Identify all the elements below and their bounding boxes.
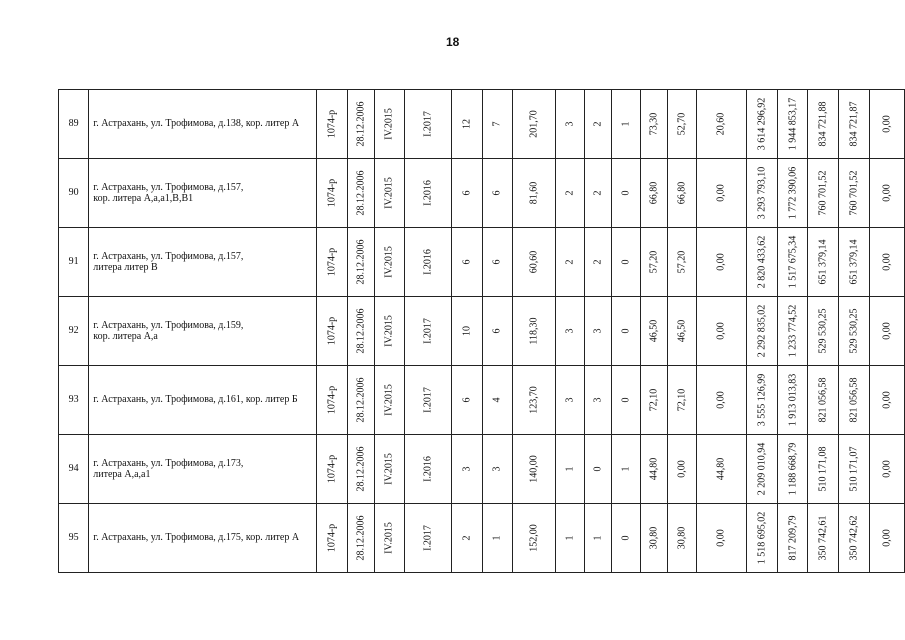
cell-end [405, 159, 451, 228]
cell-s3 [839, 228, 870, 297]
cell-decree [316, 297, 347, 366]
cell-value: 1 [619, 121, 631, 127]
cell-s_total [746, 90, 777, 159]
cell-value: 28.12.2006 [354, 515, 366, 561]
cell-value: 6 [491, 190, 503, 196]
cell-a2 [667, 228, 696, 297]
address-line: кор. литера А,а,а1,В,В1 [93, 193, 194, 204]
address-cell [89, 90, 316, 159]
cell-c5 [611, 228, 640, 297]
cell-date [347, 504, 374, 573]
cell-value: IV.2015 [383, 177, 395, 209]
cell-value: 510 171,07 [848, 446, 860, 492]
cell-s_total [746, 228, 777, 297]
cell-value: 28.12.2006 [354, 239, 366, 285]
cell-c4 [584, 366, 611, 435]
cell-value: 0 [592, 466, 603, 472]
address-line: г. Астрахань, ул. Трофимова, д.138, кор. литер А [93, 118, 300, 130]
cell-value: 1 772 390,06 [786, 166, 798, 220]
cell-value: 0,00 [881, 391, 893, 409]
cell-value: 1 233 774,52 [786, 304, 798, 358]
cell-s4 [870, 297, 905, 366]
cell-value: 529 530,25 [848, 308, 860, 354]
address-line: г. Астрахань, ул. Трофимова, д.157, [93, 250, 244, 262]
cell-c3 [555, 159, 584, 228]
cell-c2 [482, 228, 513, 297]
cell-value: 2 [592, 259, 603, 265]
address-line: литера литер В [93, 262, 158, 273]
cell-s2 [808, 366, 839, 435]
cell-area [513, 297, 555, 366]
cell-c5 [611, 159, 640, 228]
cell-value: 0,00 [715, 391, 727, 409]
cell-start [374, 297, 405, 366]
cell-value: 12 [460, 119, 472, 129]
row-number: 93 [59, 366, 89, 435]
cell-value: 66,80 [675, 181, 687, 205]
cell-c2 [482, 159, 513, 228]
cell-s4 [870, 435, 905, 504]
cell-value: 28.12.2006 [354, 377, 366, 423]
cell-c3 [555, 435, 584, 504]
cell-value: 821 056,58 [848, 377, 860, 423]
cell-value: 760 701,52 [817, 170, 829, 216]
cell-value: 3 614 296,92 [755, 97, 767, 151]
cell-area [513, 90, 555, 159]
cell-c4 [584, 228, 611, 297]
cell-value: 6 [460, 259, 472, 265]
cell-value: 2 209 010,94 [755, 442, 767, 496]
cell-value: 1 517 675,34 [786, 235, 798, 289]
cell-value: 651 379,14 [817, 239, 829, 285]
cell-c1 [451, 159, 482, 228]
cell-a3 [696, 228, 746, 297]
page-number: 18 [446, 35, 460, 49]
cell-value: 0 [619, 535, 631, 541]
cell-s4 [870, 366, 905, 435]
cell-value: IV.2015 [383, 522, 395, 554]
cell-value: 0,00 [715, 529, 727, 547]
cell-decree [316, 90, 347, 159]
cell-s3 [839, 366, 870, 435]
cell-c2 [482, 366, 513, 435]
cell-value: 2 [460, 535, 472, 541]
cell-value: 201,70 [528, 110, 540, 138]
cell-value: 1 [564, 466, 576, 472]
cell-c1 [451, 228, 482, 297]
address-line: г. Астрахань, ул. Трофимова, д.173, [93, 457, 244, 469]
cell-value: 1074-р [325, 385, 337, 415]
cell-a2 [667, 297, 696, 366]
cell-value: 140,00 [528, 455, 540, 483]
address-line: г. Астрахань, ул. Трофимова, д.175, кор. литер А [93, 532, 300, 544]
row-number: 92 [59, 297, 89, 366]
cell-value: 44,80 [715, 457, 727, 481]
cell-value: 2 [564, 190, 576, 196]
cell-s_total [746, 504, 777, 573]
cell-value: 118,30 [528, 317, 540, 345]
cell-c3 [555, 90, 584, 159]
cell-a1 [640, 90, 667, 159]
cell-value: 3 [564, 397, 576, 403]
cell-value: IV.2015 [383, 453, 395, 485]
cell-start [374, 159, 405, 228]
cell-value: 0 [619, 397, 631, 403]
cell-c1 [451, 297, 482, 366]
cell-value: 821 056,58 [817, 377, 829, 423]
cell-area [513, 504, 555, 573]
cell-s1 [777, 297, 808, 366]
cell-c4 [584, 90, 611, 159]
cell-c2 [482, 504, 513, 573]
cell-value: 81,60 [528, 181, 540, 205]
cell-value: 72,10 [647, 388, 659, 412]
cell-value: I.2016 [422, 456, 434, 482]
cell-s1 [777, 366, 808, 435]
cell-value: 60,60 [528, 250, 540, 274]
cell-value: 6 [491, 259, 503, 265]
cell-c5 [611, 90, 640, 159]
cell-s2 [808, 504, 839, 573]
cell-s_total [746, 297, 777, 366]
cell-decree [316, 435, 347, 504]
row-number: 91 [59, 228, 89, 297]
address-cell [89, 366, 316, 435]
cell-s1 [777, 228, 808, 297]
cell-date [347, 366, 374, 435]
cell-end [405, 228, 451, 297]
cell-a2 [667, 90, 696, 159]
cell-s1 [777, 90, 808, 159]
table-row [59, 159, 905, 228]
cell-s3 [839, 504, 870, 573]
cell-date [347, 159, 374, 228]
address-line: г. Астрахань, ул. Трофимова, д.161, кор. литер Б [93, 394, 298, 406]
cell-start [374, 366, 405, 435]
address-cell [89, 504, 316, 573]
cell-area [513, 159, 555, 228]
cell-value: 3 [592, 397, 603, 403]
table-row [59, 366, 905, 435]
cell-value: 0 [619, 328, 631, 334]
cell-value: 52,70 [675, 112, 687, 136]
cell-value: 66,80 [647, 181, 659, 205]
cell-s4 [870, 159, 905, 228]
cell-value: 0,00 [881, 322, 893, 340]
cell-c3 [555, 228, 584, 297]
cell-c5 [611, 435, 640, 504]
cell-value: 0 [619, 259, 631, 265]
cell-value: 1 913 013,83 [786, 373, 798, 427]
cell-start [374, 435, 405, 504]
cell-value: 1074-р [325, 247, 337, 277]
cell-value: 529 530,25 [817, 308, 829, 354]
cell-c5 [611, 297, 640, 366]
cell-value: 1 [564, 535, 576, 541]
row-number: 89 [59, 90, 89, 159]
cell-value: I.2016 [422, 249, 434, 275]
cell-value: 0,00 [715, 253, 727, 271]
address-line: литера А,а,а1 [93, 469, 151, 480]
cell-a2 [667, 366, 696, 435]
cell-s3 [839, 90, 870, 159]
cell-value: 1074-р [325, 454, 337, 484]
cell-value: 3 [564, 328, 576, 334]
cell-s_total [746, 159, 777, 228]
cell-decree [316, 159, 347, 228]
cell-value: 6 [460, 397, 472, 403]
address-cell [89, 297, 316, 366]
cell-value: 73,30 [647, 112, 659, 136]
cell-s4 [870, 90, 905, 159]
table-row [59, 297, 905, 366]
cell-c1 [451, 504, 482, 573]
cell-area [513, 435, 555, 504]
cell-value: 0,00 [881, 460, 893, 478]
cell-c2 [482, 90, 513, 159]
cell-value: 2 292 835,02 [755, 304, 767, 358]
cell-s2 [808, 435, 839, 504]
cell-s3 [839, 435, 870, 504]
cell-end [405, 90, 451, 159]
cell-a3 [696, 366, 746, 435]
address-cell [89, 159, 316, 228]
cell-a3 [696, 504, 746, 573]
cell-area [513, 228, 555, 297]
cell-value: 3 [491, 466, 503, 472]
address-cell [89, 228, 316, 297]
cell-c4 [584, 159, 611, 228]
cell-value: 834 721,88 [817, 101, 829, 147]
cell-c1 [451, 435, 482, 504]
cell-value: 2 820 433,62 [755, 235, 767, 289]
cell-c2 [482, 297, 513, 366]
cell-a2 [667, 504, 696, 573]
row-number: 94 [59, 435, 89, 504]
cell-s4 [870, 228, 905, 297]
cell-value: 0,00 [881, 529, 893, 547]
cell-value: 2 [564, 259, 576, 265]
cell-value: 6 [491, 328, 503, 334]
cell-value: 30,80 [675, 526, 687, 550]
address-line: кор. литера А,а [93, 331, 158, 342]
address-cell [89, 435, 316, 504]
cell-value: 1 188 668,79 [786, 442, 798, 496]
table-row [59, 90, 905, 159]
cell-start [374, 228, 405, 297]
cell-value: 3 [592, 328, 603, 334]
cell-value: 0,00 [715, 184, 727, 202]
cell-value: 1 944 853,17 [786, 97, 798, 151]
cell-date [347, 90, 374, 159]
cell-value: IV.2015 [383, 315, 395, 347]
cell-value: 0,00 [715, 322, 727, 340]
cell-value: 3 [564, 121, 576, 127]
row-number: 95 [59, 504, 89, 573]
cell-value: IV.2015 [383, 108, 395, 140]
cell-a2 [667, 435, 696, 504]
cell-s2 [808, 159, 839, 228]
cell-c1 [451, 366, 482, 435]
cell-c3 [555, 504, 584, 573]
cell-a2 [667, 159, 696, 228]
cell-value: 28.12.2006 [354, 170, 366, 216]
cell-s2 [808, 90, 839, 159]
table-row [59, 228, 905, 297]
cell-value: 46,50 [675, 319, 687, 343]
cell-value: I.2017 [422, 525, 434, 551]
cell-value: 0,00 [881, 115, 893, 133]
cell-value: 350 742,61 [817, 515, 829, 561]
cell-value: I.2017 [422, 318, 434, 344]
cell-end [405, 297, 451, 366]
cell-value: 1074-р [325, 523, 337, 553]
cell-c4 [584, 297, 611, 366]
cell-value: 3 555 126,99 [755, 373, 767, 427]
cell-start [374, 90, 405, 159]
cell-value: 72,10 [675, 388, 687, 412]
cell-s3 [839, 297, 870, 366]
cell-a1 [640, 228, 667, 297]
cell-date [347, 228, 374, 297]
table-row [59, 504, 905, 573]
cell-value: 28.12.2006 [354, 446, 366, 492]
cell-value: IV.2015 [383, 384, 395, 416]
cell-value: 20,60 [715, 112, 727, 136]
cell-s_total [746, 435, 777, 504]
row-number: 90 [59, 159, 89, 228]
cell-end [405, 435, 451, 504]
cell-a1 [640, 297, 667, 366]
cell-date [347, 435, 374, 504]
cell-s2 [808, 228, 839, 297]
cell-decree [316, 228, 347, 297]
cell-value: 3 [460, 466, 472, 472]
cell-value: 2 [592, 121, 603, 127]
cell-s_total [746, 366, 777, 435]
cell-value: 57,20 [647, 250, 659, 274]
cell-date [347, 297, 374, 366]
cell-a1 [640, 435, 667, 504]
cell-c3 [555, 297, 584, 366]
cell-value: 817 209,79 [786, 515, 798, 561]
housing-program-table [58, 89, 905, 573]
cell-value: 350 742,62 [848, 515, 860, 561]
cell-value: 2 [592, 190, 603, 196]
cell-value: I.2017 [422, 111, 434, 137]
cell-value: 1074-р [325, 178, 337, 208]
cell-c5 [611, 504, 640, 573]
cell-a1 [640, 504, 667, 573]
cell-value: 651 379,14 [848, 239, 860, 285]
cell-end [405, 504, 451, 573]
cell-value: 0,00 [881, 253, 893, 271]
cell-value: 7 [491, 121, 503, 127]
cell-value: I.2016 [422, 180, 434, 206]
cell-value: 0 [619, 190, 631, 196]
cell-value: IV.2015 [383, 246, 395, 278]
cell-value: 1 518 695,02 [755, 511, 767, 565]
cell-s1 [777, 435, 808, 504]
cell-c2 [482, 435, 513, 504]
cell-c5 [611, 366, 640, 435]
cell-s2 [808, 297, 839, 366]
cell-value: 30,80 [647, 526, 659, 550]
cell-value: 1 [592, 535, 603, 541]
cell-value: 10 [460, 326, 472, 336]
cell-value: 28.12.2006 [354, 101, 366, 147]
cell-value: 760 701,52 [848, 170, 860, 216]
cell-start [374, 504, 405, 573]
cell-value: 0,00 [675, 460, 687, 478]
cell-decree [316, 504, 347, 573]
cell-c4 [584, 504, 611, 573]
cell-a3 [696, 90, 746, 159]
cell-value: 1 [619, 466, 631, 472]
cell-c3 [555, 366, 584, 435]
cell-end [405, 366, 451, 435]
cell-value: 28.12.2006 [354, 308, 366, 354]
cell-a1 [640, 159, 667, 228]
cell-a1 [640, 366, 667, 435]
cell-a3 [696, 297, 746, 366]
cell-value: 4 [491, 397, 503, 403]
cell-value: 123,70 [528, 386, 540, 414]
address-line: г. Астрахань, ул. Трофимова, д.159, [93, 319, 244, 331]
cell-value: 46,50 [647, 319, 659, 343]
cell-value: 1074-р [325, 316, 337, 346]
cell-value: 57,20 [675, 250, 687, 274]
cell-value: 44,80 [647, 457, 659, 481]
cell-value: 1 [491, 535, 503, 541]
cell-value: 0,00 [881, 184, 893, 202]
table-row [59, 435, 905, 504]
cell-c4 [584, 435, 611, 504]
cell-value: 3 293 793,10 [755, 166, 767, 220]
cell-s1 [777, 159, 808, 228]
cell-value: 510 171,08 [817, 446, 829, 492]
cell-value: 6 [460, 190, 472, 196]
cell-s3 [839, 159, 870, 228]
cell-value: 834 721,87 [848, 101, 860, 147]
cell-value: I.2017 [422, 387, 434, 413]
cell-area [513, 366, 555, 435]
cell-a3 [696, 159, 746, 228]
cell-c1 [451, 90, 482, 159]
cell-s4 [870, 504, 905, 573]
cell-value: 152,00 [528, 524, 540, 552]
cell-decree [316, 366, 347, 435]
address-line: г. Астрахань, ул. Трофимова, д.157, [93, 181, 244, 193]
cell-value: 1074-р [325, 109, 337, 139]
cell-s1 [777, 504, 808, 573]
cell-a3 [696, 435, 746, 504]
